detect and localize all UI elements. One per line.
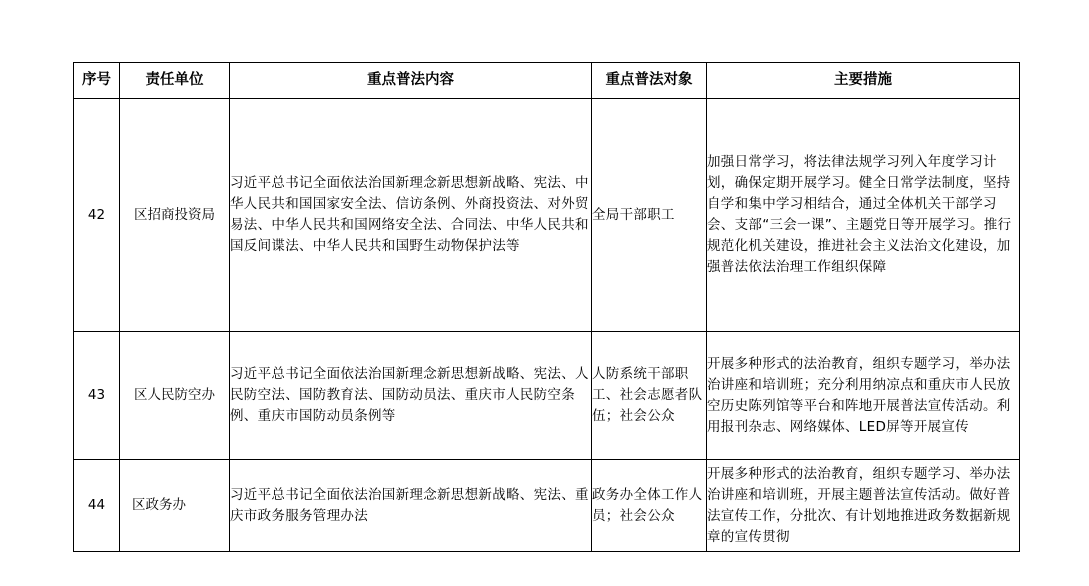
table-row: [74, 99, 1020, 332]
responsible-unit: 区人民防空办: [120, 332, 230, 460]
responsible-unit: 区招商投资局: [120, 99, 230, 332]
publicity-target: 人防系统干部职工、社会志愿者队伍；社会公众: [592, 332, 707, 460]
publicity-content: 习近平总书记全面依法治国新理念新思想新战略、宪法、中华人民共和国国家安全法、信访条例、外商投资法、对外贸易法、中华人民共和国网络安全法、合同法、中华人民共和国反间谍法、中华人民共和国野生动物保护法等: [230, 99, 592, 332]
responsible-unit: 区政务办: [120, 460, 230, 552]
row-number: 43: [74, 332, 120, 460]
publicity-content: 习近平总书记全面依法治国新理念新思想新战略、宪法、人民防空法、国防教育法、国防动员法、重庆市人民防空条例、重庆市国防动员条例等: [230, 332, 592, 460]
header-unit: 责任单位: [120, 63, 230, 99]
table-header-row: [74, 63, 1020, 99]
main-measures: 开展多种形式的法治教育，组织专题学习、举办法治讲座和培训班，开展主题普法宣传活动。做好普法宣传工作，分批次、有计划地推进政务数据新规章的宣传贯彻: [707, 460, 1020, 552]
row-number: 42: [74, 99, 120, 332]
header-content: 重点普法内容: [230, 63, 592, 99]
publicity-target: 政务办全体工作人员；社会公众: [592, 460, 707, 552]
publicity-target: 全局干部职工: [592, 99, 707, 332]
header-no: 序号: [74, 63, 120, 99]
main-measures: 开展多种形式的法治教育，组织专题学习，举办法治讲座和培训班；充分利用纳凉点和重庆市人民放空历史陈列馆等平台和阵地开展普法宣传活动。利用报刊杂志、网络媒体、LED屏等开展宣传: [707, 332, 1020, 460]
law-publicity-plan-table: [73, 62, 1020, 552]
table-row: [74, 460, 1020, 552]
header-measures: 主要措施: [707, 63, 1020, 99]
table-row: [74, 332, 1020, 460]
publicity-content: 习近平总书记全面依法治国新理念新思想新战略、宪法、重庆市政务服务管理办法: [230, 460, 592, 552]
main-measures: 加强日常学习，将法律法规学习列入年度学习计划，确保定期开展学习。健全日常学法制度，坚持自学和集中学习相结合，通过全体机关干部学习会、支部“三会一课”、主题党日等开展学习。推行规范化机关建设，推进社会主义法治文化建设，加强普法依法治理工作组织保障: [707, 99, 1020, 332]
row-number: 44: [74, 460, 120, 552]
header-target: 重点普法对象: [592, 63, 707, 99]
